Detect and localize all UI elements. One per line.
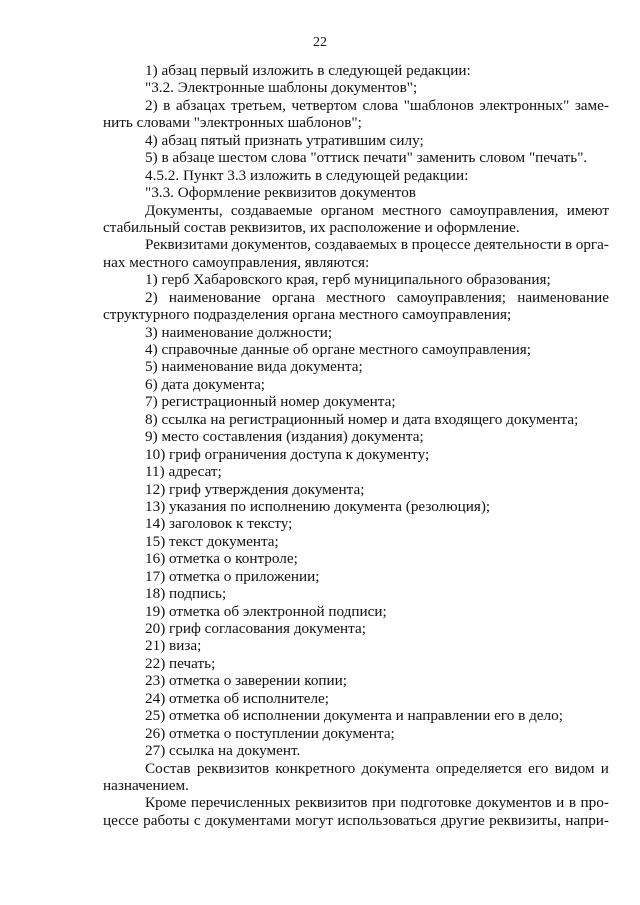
text-line: 8) ссылка на регистрационный номер и дата входящего документа; [145,410,579,428]
text-line: 4.5.2. Пункт 3.3 изложить в следующей редакции: [145,166,469,184]
text-line: 12) гриф утверждения документа; [145,480,365,498]
text-line: 22) печать; [145,654,216,672]
word: при [372,794,396,812]
word: работы [143,811,190,829]
word: документов, [231,236,312,254]
text-line [0,760,609,777]
word: с [193,811,201,829]
word: напри- [565,811,609,829]
word: самоуправления; [396,288,506,306]
text-line: 11) адресат; [145,463,222,481]
text-line: назначением. [103,776,189,794]
word: наименование [517,288,609,306]
text-line [0,202,609,219]
word: создаваемых [314,236,398,254]
word: реквизитов [196,759,270,777]
word: Документы, [145,201,223,219]
word: органа [271,288,315,306]
text-line: 26) отметка о поступлении документа; [145,724,395,742]
text-line: 15) текст документа; [145,532,279,550]
word: документами [205,811,291,829]
text-line: 9) место составления (издания) документа; [145,428,424,446]
text-line: 13) указания по исполнению документа (резолюция); [145,497,491,515]
word: четвертом [291,96,358,114]
word: определяется [435,759,522,777]
word: в [163,96,171,114]
text-line: 7) регистрационный номер документа; [145,393,396,411]
text-line: нить словами "электронных шаблонов"; [103,114,362,132]
text-line: 1) абзац первый изложить в следующей редакции: [145,62,471,79]
document-body [0,62,640,829]
word: другие [440,811,485,829]
text-line: 21) виза; [145,637,202,655]
word: 2) [145,96,158,114]
word: Реквизитами [145,236,229,254]
text-line: 27) ссылка на документ. [145,742,301,760]
word: самоуправления, [449,201,559,219]
word: его [528,759,549,777]
word: в [564,236,573,254]
text-line: стабильный состав реквизитов, их расположение и оформление. [103,218,520,236]
text-line: "3.2. Электронные шаблоны документов"; [145,79,418,97]
word: и [600,759,609,777]
word: в [400,236,408,254]
word: абзацах [175,96,226,114]
word: реквизитов [295,794,368,812]
word: слова [362,96,399,114]
word: могут [295,811,333,829]
text-line: 25) отметка об исполнении документа и направлении его в дело; [145,707,563,725]
word: местного [326,288,386,306]
text-line: 18) подпись; [145,585,227,603]
word: подготовке [400,794,472,812]
word: конкретного [275,759,356,777]
word: заме- [574,96,609,114]
text-line: 4) справочные данные об органе местного самоуправления; [145,341,532,358]
word: цессе [103,811,139,829]
word: орга- [575,236,609,254]
word: третьем, [231,96,286,114]
word: "шаблонов [403,96,474,114]
text-line: 1) герб Хабаровского края, герб муниципального образования; [145,271,551,289]
word: процессе [411,236,471,254]
word: электронных" [479,96,570,114]
text-line: "3.3. Оформление реквизитов документов [145,184,416,202]
text-line: 4) абзац пятый признать утратившим силу; [145,131,424,149]
word: наименование [168,288,261,306]
text-line: 17) отметка о приложении; [145,567,320,585]
text-line: 5) наименование вида документа; [145,358,363,376]
word: имеют [566,201,609,219]
word: видом [554,759,595,777]
text-line [0,97,609,114]
word: в [568,794,576,812]
text-line: 6) дата документа; [145,375,266,393]
word: документа [361,759,430,777]
word: создаваемые [230,201,313,219]
word: деятельности [474,236,562,254]
text-line [0,812,609,829]
text-line: 14) заголовок к тексту; [145,515,293,533]
text-line: 16) отметка о контроле; [145,550,298,568]
word: 2) [145,288,158,306]
text-line [0,236,609,253]
page-number: 22 [313,35,327,50]
word: Кроме [145,794,187,812]
word: перечисленных [190,794,291,812]
text-line: 10) гриф ограничения доступа к документу; [145,445,430,463]
text-line: 3) наименование должности; [145,323,333,341]
word: органом [320,201,374,219]
word: реквизиты, [489,811,561,829]
text-line: нах местного самоуправления, являются: [103,253,370,271]
word: использоваться [337,811,437,829]
word: и [556,794,565,812]
text-line: 5) в абзаце шестом слова "оттиск печати" заменить словом "печать". [145,149,588,167]
word: местного [382,201,442,219]
word: про- [580,794,609,812]
text-line [0,289,609,306]
text-line: структурного подразделения органа местного самоуправления; [103,306,512,324]
text-line: 20) гриф согласования документа; [145,620,366,637]
text-line: 23) отметка о заверении копии; [145,672,348,690]
text-line: 24) отметка об исполнителе; [145,689,330,707]
word: Состав [145,759,191,777]
text-line [0,794,609,811]
word: документов [476,794,552,812]
text-line: 19) отметка об электронной подписи; [145,602,387,620]
